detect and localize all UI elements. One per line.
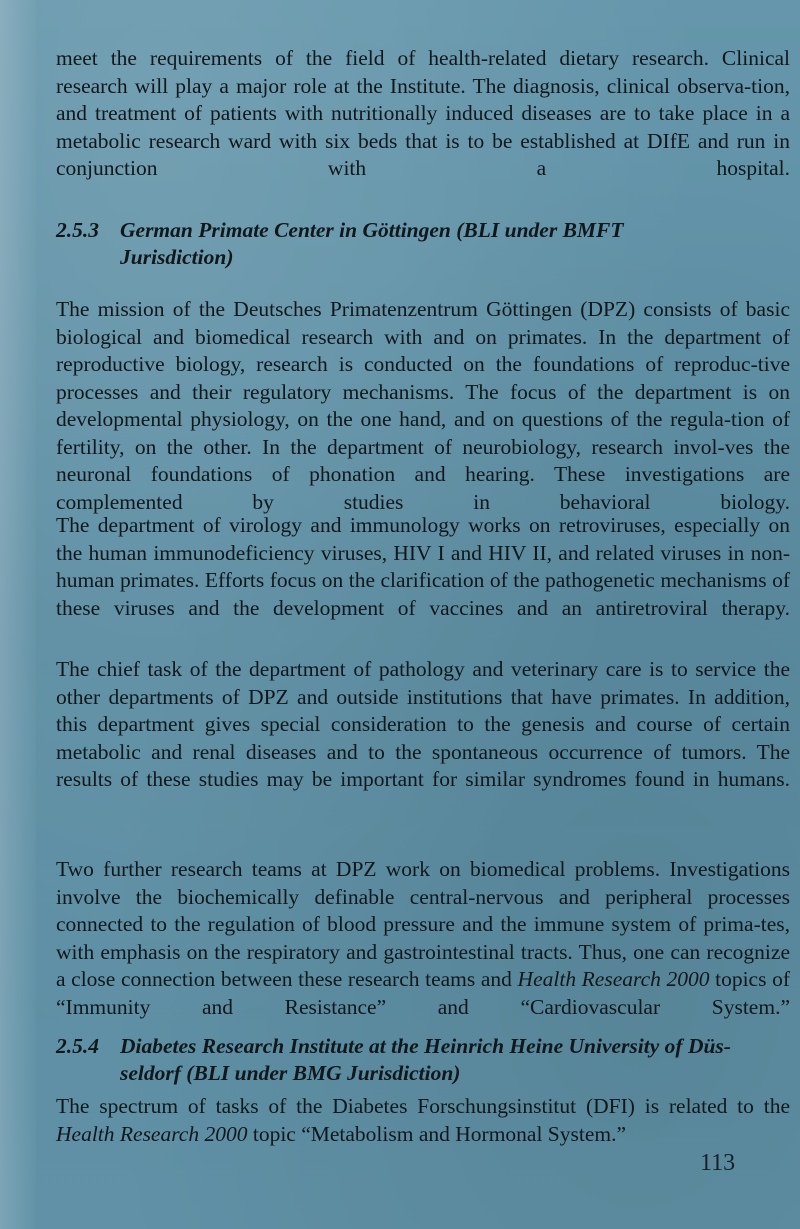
dpz-paragraph-4	[56, 856, 790, 1049]
section-number: 2.5.3	[56, 218, 99, 242]
dfi-paragraph-1	[56, 1093, 790, 1148]
dpz-paragraph-3: The chief task of the department of pathology and veterinary care is to service the other departments of DPZ and outside institutions that have primates. In addition, this department gives special consideration to the genesis and course of certain metabolic and renal diseases and to the spontaneous occurrence of tumors. The results of these studies may be important for similar syndromes found in humans.	[56, 657, 790, 791]
section-heading-2-5-4	[56, 1033, 790, 1087]
section-title-line2: seldorf (BLI under BMG Jurisdiction)	[120, 1061, 461, 1085]
section-title-line1: German Primate Center in Göttingen (BLI under BMFT	[120, 218, 624, 242]
page-gutter	[0, 0, 36, 1229]
dfi-p1-italic: Health Research 2000	[56, 1121, 248, 1146]
intro-paragraph: meet the requirements of the field of health-related dietary research. Clinical research will play a major role at the Institute. The diagnosis, clinical observa-tion, and treatment of patients with nutritionally induced diseases are to take place in a metabolic research ward with six beds that is to be established at DIfE and run in conjunction with a hospital.	[56, 46, 790, 180]
section-heading-2-5-3	[56, 217, 790, 271]
section-title-line2: Jurisdiction)	[120, 245, 234, 269]
section-title-line1: Diabetes Research Institute at the Heinrich Heine University of Düs-	[120, 1034, 731, 1058]
section-number: 2.5.4	[56, 1034, 99, 1058]
dpz-paragraph-2: The department of virology and immunology works on retroviruses, especially on the human immunodeficiency viruses, HIV I and HIV II, and related viruses in non-human primates. Efforts focus on the clarification of the pathogenetic mechanisms of these viruses and the development of vaccines and an antiretroviral therapy.	[56, 513, 790, 620]
dpz-p4-text-after: topics of “Immunity and Resistance” and “Cardiovascular System.”	[56, 967, 790, 1019]
page-number: 113	[700, 1150, 736, 1176]
dfi-p1-text-before: The spectrum of tasks of the Diabetes Forschungsinstitut (DFI) is related to the	[56, 1094, 790, 1118]
dfi-p1-text-after: topic “Metabolism and Hormonal System.”	[247, 1121, 627, 1146]
document-page	[40, 0, 800, 1229]
dpz-p4-italic: Health Research 2000	[517, 967, 710, 991]
dpz-p4-text-before: Two further research teams at DPZ work on biomedical problems. Investigations involve the biochemically definable central-nervous and peripheral processes connected to the regulation of blood pressure and the immune system of prima-tes, with emphasis on the respiratory and gastrointestinal tracts. Thus, one can recognize a close connection between these research teams and	[56, 857, 790, 991]
dpz-paragraph-1: The mission of the Deutsches Primatenzentrum Göttingen (DPZ) consists of basic biological and biomedical research with and on primates. In the department of reproductive biology, research is conducted on the foundations of reproduc-tive processes and their regulatory mechanisms. The focus of the department is on developmental physiology, on the one hand, and on questions of the regula-tion of fertility, on the other. In the department of neurobiology, research invol-ves the neuronal foundations of phonation and hearing. These investigations are complemented by studies in behavioral biology.	[56, 297, 790, 514]
